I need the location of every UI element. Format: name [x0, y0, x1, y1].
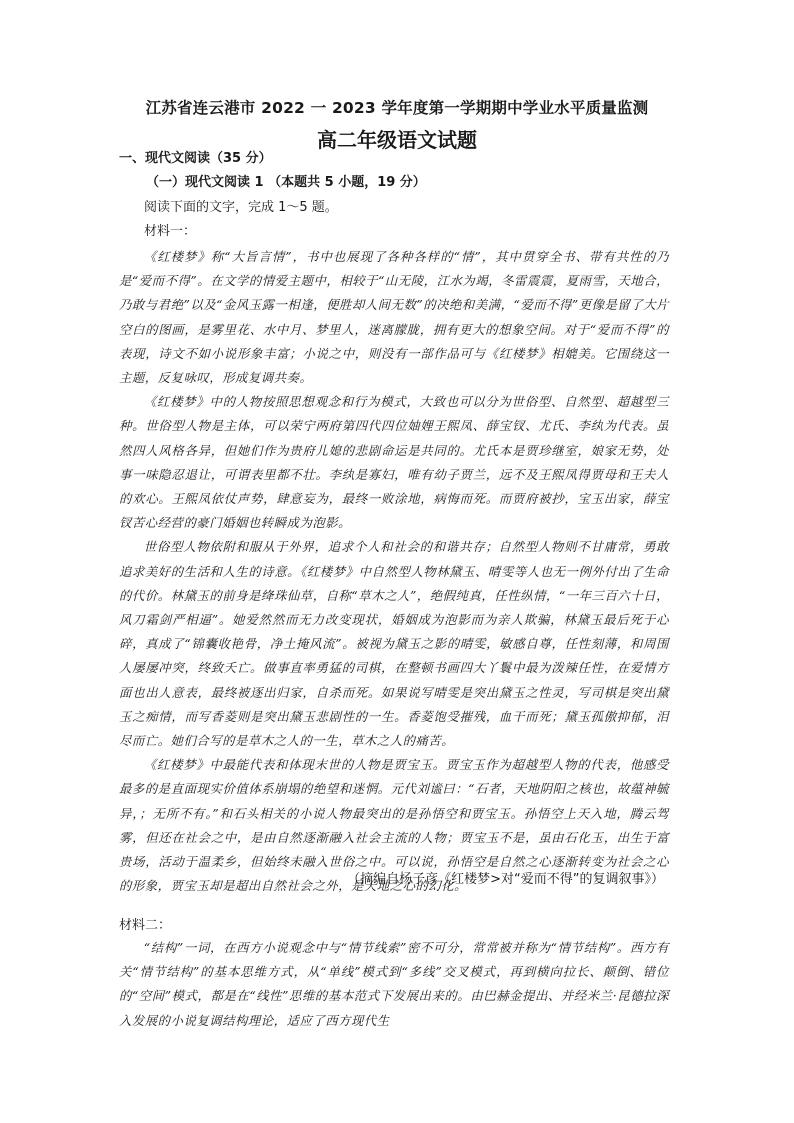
section-heading: 一、现代文阅读（35 分） [119, 151, 272, 166]
material1-label: 材料一： [144, 224, 197, 239]
material2-paragraph: “结构”一词，在西方小说观念中与“情节线索”密不可分，常常被并称为“情节结构”。西方有关“情节结构”的基本思维方式，从“单线”模式到“多线”交叉模式，再到横向拉长、颠倒、错位的“空间”模式，都是在“线性”思维的基本范式下发展出来的。由巴赫金提出、并经米兰·昆德拉深入发展的小说复调结构理论，适应了西方现代生 [119, 940, 669, 1028]
material2-body [119, 936, 669, 1033]
sub-section-heading: （一）现代文阅读 1 （本题共 5 小题，19 分） [146, 175, 426, 190]
material1-paragraph: 《红楼梦》称“大旨言情”，书中也展现了各种各样的“情”，其中贯穿全书、带有共性的乃是“爱而不得”。在文学的情爱主题中，相较于“山无陵，江水为竭，冬雷震震，夏雨雪，天地合，乃敢与君绝”以及“金风玉露一相逢，便胜却人间无数”的决绝和美满，“爱而不得”更像是留了大片空白的图画，是雾里花、水中月、梦里人，迷离朦胧，拥有更大的想象空间。对于“爱而不得”的表现，诗文不如小说形象丰富；小说之中，则没有一部作品可与《红楼梦》相媲美。它围绕这一主题，反复咏叹，形成复调共奏。 [119, 249, 669, 386]
material1-source: （摘编自杨子彦《红楼梦>对“爱而不得”的复调叙事》） [347, 872, 664, 887]
material2-label: 材料二： [119, 918, 172, 933]
material1-paragraph: 《红楼梦》中的人物按照思想观念和行为模式，大致也可以分为世俗型、自然型、超越型三种。世俗型人物是主体，可以荣宁两府第四代四位妯娌王熙凤、薛宝钗、尤氏、李纨为代表。虽然四人风格各异，但她们作为贵府儿媳的悲剧命运是共同的。尤氏本是贾珍继室，娘家无势，处事一味隐忍退让，可谓表里都不壮。李纨是寡妇，唯有幼子贾兰，远不及王熙凤得贾母和王夫人的欢心。王熙凤依仗声势，肆意妄为，最终一败涂地，病悔而死。而贾府被抄，宝玉出家，薛宝钗苦心经营的豪门婚姻也转瞬成为泡影。 [119, 394, 669, 531]
material1-paragraph: 《红楼梦》中最能代表和体现末世的人物是贾宝玉。贾宝玉作为超越型人物的代表，他感受最多的是直面现实价值体系崩塌的绝望和迷惘。元代刘谧曰：“石者，天地阴阳之核也，故蕴神毓异，；无所不有。”和石头相关的小说人物最突出的是孙悟空和贾宝玉。孙悟空上天入地，腾云驾雾，但还在社会之中，是由自然逐渐融入社会主流的人物；贾宝玉不是，虽由石化玉，出生于富贵场，活动于温柔乡，但始终未融入世俗之中。可以说，孙悟空是自然之心逐渐转变为社会之心的形象，贾宝玉却是超出自然社会之外，是天地之心的幻化。 [119, 757, 669, 894]
exam-subtitle: 高二年级语文试题 [317, 128, 477, 152]
material1-paragraph: 世俗型人物依附和服从于外界，追求个人和社会的和谐共存；自然型人物则不甘庸常，勇敢追求美好的生活和人生的诗意。《红楼梦》中自然型人物林黛玉、晴雯等人也无一例外付出了生命的代价。林黛玉的前身是绛珠仙草，自称“草木之人”，绝假纯真，任性纵情，“一年三百六十日，风刀霜剑严相逼”。她爱然然而无力改变现状，婚姻成为泡影而为亲人欺骗，林黛玉最后死于心碎，真成了“锦囊收艳骨，净土掩风流”。被视为黛玉之影的晴雯，敏感自尊，任性刻薄，和周围人屡屡冲突，终致夭亡。做事直率勇猛的司棋，在整顿书画四大丫鬟中最为泼辣任性，在爱情方面也出人意表，最终被逐出归家，自杀而死。如果说写晴雯是突出黛玉之性灵，写司棋是突出黛玉之痴情，而写香菱则是突出黛玉悲剧性的一生。香菱饱受摧残，血干而死；黛玉孤傲抑郁，泪尽而亡。她们合写的是草木之人的一生，草木之人的痛苦。 [119, 539, 669, 749]
reading-instruction: 阅读下面的文字，完成 1～5 题。 [144, 200, 338, 215]
material1-body [119, 245, 669, 898]
exam-title: 江苏省连云港市 2022 一 2023 学年度第一学期期中学业水平质量监测 [145, 99, 649, 117]
